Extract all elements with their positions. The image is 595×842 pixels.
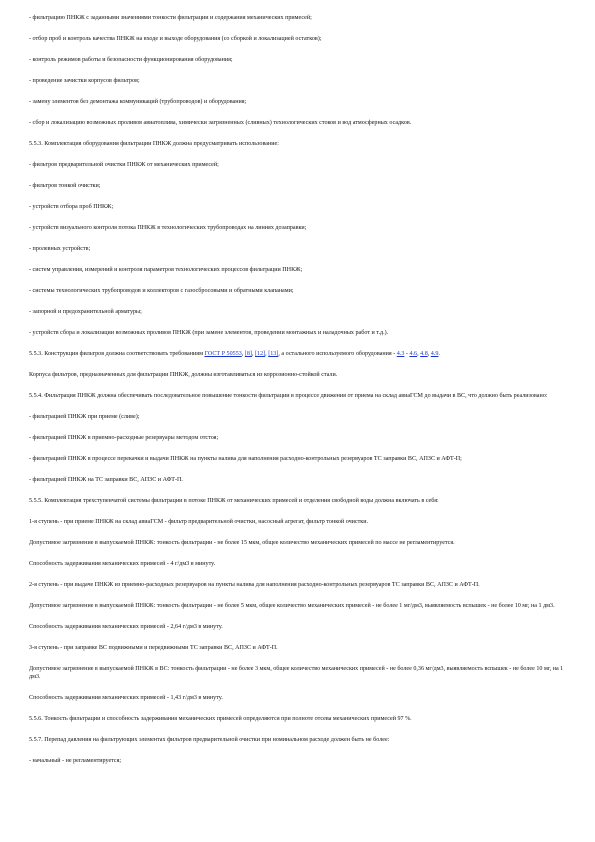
paragraph: - сбор и локализацию возможных проливов авиатоплива, химически загрязненных (сливных) технологических стоков и вод атмосферных осадков. <box>29 120 412 126</box>
paragraph: Допустимое загрязнение в выпускаемой ПНКЖ в ВС: тонкость фильтрации - не более 3 мкм, общее количество механических примесей - не более 0,36 мг/дм3, выявляемость вспышек - не более 10 мг, на 1 дм3. <box>29 666 564 680</box>
paragraph: - замену элементов без демонтажа коммуникаций (трубопроводов) и оборудования; <box>29 99 247 105</box>
clause-text: . <box>438 351 440 357</box>
paragraph: Способность задерживания механических примесей - 2,64 г/дм3 в минуту. <box>29 624 223 630</box>
link-ref-8[interactable]: [8] <box>244 351 252 357</box>
paragraph: - фильтрацию ПНКЖ с заданными значениями тонкости фильтрации и содержания механических примесей; <box>29 15 312 21</box>
paragraph: Допустимое загрязнение в выпускаемой ПНКЖ: тонкость фильтрации - не более 5 мкм, общее количество механических примесей - не более 1 мг/дм3, выявляемость вспышек - не более 10 мг, на 1 дм3. <box>29 603 555 609</box>
paragraph: - начальный - не регламентируется; <box>29 758 122 764</box>
link-gost-r-50553[interactable]: ГОСТ Р 50553 <box>204 351 242 357</box>
link-section-4-6[interactable]: 4.6 <box>409 351 418 357</box>
link-section-4-8[interactable]: 4.8 <box>420 351 428 357</box>
paragraph: - устройств визуального контроля потока ПНКЖ в технологических трубопроводах на линиях дозаправки; <box>29 225 307 231</box>
paragraph: - устройств сбора и локализации возможных проливов ПНКЖ (при замене элементов, проведении монтажных и наладочных работ и т.д.). <box>29 330 389 336</box>
paragraph: 5.5.6. Тонкость фильтрации и способность задерживания механических примесей определяются при полноте отсева механических примесей 97 %. <box>29 716 412 722</box>
paragraph: - фильтров тонкой очистки; <box>29 183 101 189</box>
paragraph: Способность задерживания механических примесей - 4 г/дм3 в минуту. <box>29 561 216 567</box>
paragraph: 2-я ступень - при выдаче ПНКЖ из приемно-расходных резервуаров на пункты налива для наполнения расходно-контрольных резервуаров ТС заправки ВС, АПЗС и АФТ-П. <box>29 582 480 588</box>
link-section-4-3[interactable]: 4.3 <box>396 351 405 357</box>
paragraph: 1-я ступень - при приеме ПНКЖ на склад авиаГСМ - фильтр предварительной очистки, насосный агрегат, фильтр тонкой очистки. <box>29 519 369 525</box>
paragraph: - устройств отбора проб ПНКЖ; <box>29 204 114 210</box>
paragraph: - фильтрацией ПНКЖ в приемно-расходные резервуары методом отстоя; <box>29 435 219 441</box>
paragraph: 5.5.3. Комплектация оборудования фильтрации ПНКЖ должна предусматривать использование: <box>29 141 279 147</box>
paragraph: - систем управления, измерений и контроля параметров технологических процессов фильтрации ПНКЖ; <box>29 267 303 273</box>
clause-text: 5.5.3. Конструкция фильтров должна соответствовать требованиям <box>29 351 205 357</box>
paragraph: - фильтрацией ПНКЖ в процессе перекачки и выдачи ПНКЖ на пункты налива для наполнения расходно-контрольных резервуаров ТС заправки ВС, АПЗС и АФТ-П; <box>29 456 462 462</box>
document-page <box>29 14 567 778</box>
separator: , <box>241 351 245 357</box>
separator: , <box>417 351 421 357</box>
paragraph: 5.5.4. Фильтрация ПНКЖ должна обеспечивать последовательное повышение тонкости фильтрации в процессе движения от приема на склад авиаГСМ до выдачи в ВС, что должно быть реализовано: <box>29 393 548 399</box>
paragraph: - контроль режимов работы и безопасности функционирования оборудования; <box>29 57 233 63</box>
clause-text: , а остального используемого оборудования - <box>278 351 397 357</box>
paragraph: 5.5.5. Комплектация трехступенчатой системы фильтрации в потоке ПНКЖ от механических примесей и отделения свободной воды должна включать в себя: <box>29 498 439 504</box>
paragraph: Способность задерживания механических примесей - 1,43 г/дм3 в минуту. <box>29 695 223 701</box>
paragraph: - отбор проб и контроль качества ПНКЖ на входе и выходе оборудования (со сборкой и локализацией остатков); <box>29 36 322 42</box>
paragraph: - фильтров предварительной очистки ПНКЖ от механических примесей; <box>29 162 219 168</box>
separator: - <box>404 351 410 357</box>
link-ref-13[interactable]: [13] <box>268 351 279 357</box>
paragraph: - проведение зачистки корпусов фильтров; <box>29 78 140 84</box>
link-ref-12[interactable]: [12] <box>255 351 266 357</box>
paragraph: - фильтрацией ПНКЖ на ТС заправки ВС, АПЗС и АФТ-П. <box>29 477 183 483</box>
paragraph: 5.5.7. Перепад давления на фильтрующих элементах фильтров предварительной очистки при номинальном расходе должен быть не более: <box>29 737 390 743</box>
separator: , <box>251 351 255 357</box>
paragraph: - запорной и предохранительной арматуры; <box>29 309 142 315</box>
paragraph: - системы технологических трубопроводов и коллекторов с газосбросовыми и обратными клапанами; <box>29 288 294 294</box>
separator: , <box>265 351 269 357</box>
paragraph: Допустимое загрязнение в выпускаемой ПНКЖ: тонкость фильтрации - не более 15 мкм, общее количество механических примесей по массе не регламентируется. <box>29 540 455 546</box>
paragraph: 3-я ступень - при заправке ВС подвижными и передвижными ТС заправки ВС, АПЗС и АФТ-П. <box>29 645 278 651</box>
link-section-4-9[interactable]: 4.9 <box>430 351 439 357</box>
paragraph: - фильтрацией ПНКЖ при приеме (сливе); <box>29 414 140 420</box>
paragraph: Корпуса фильтров, предназначенных для фильтрации ПНКЖ, должны изготавливаться из коррозионно-стойкой стали. <box>29 372 338 378</box>
paragraph: - пролевных устройств; <box>29 246 91 252</box>
clause-with-links <box>29 350 567 358</box>
separator: , <box>427 351 431 357</box>
